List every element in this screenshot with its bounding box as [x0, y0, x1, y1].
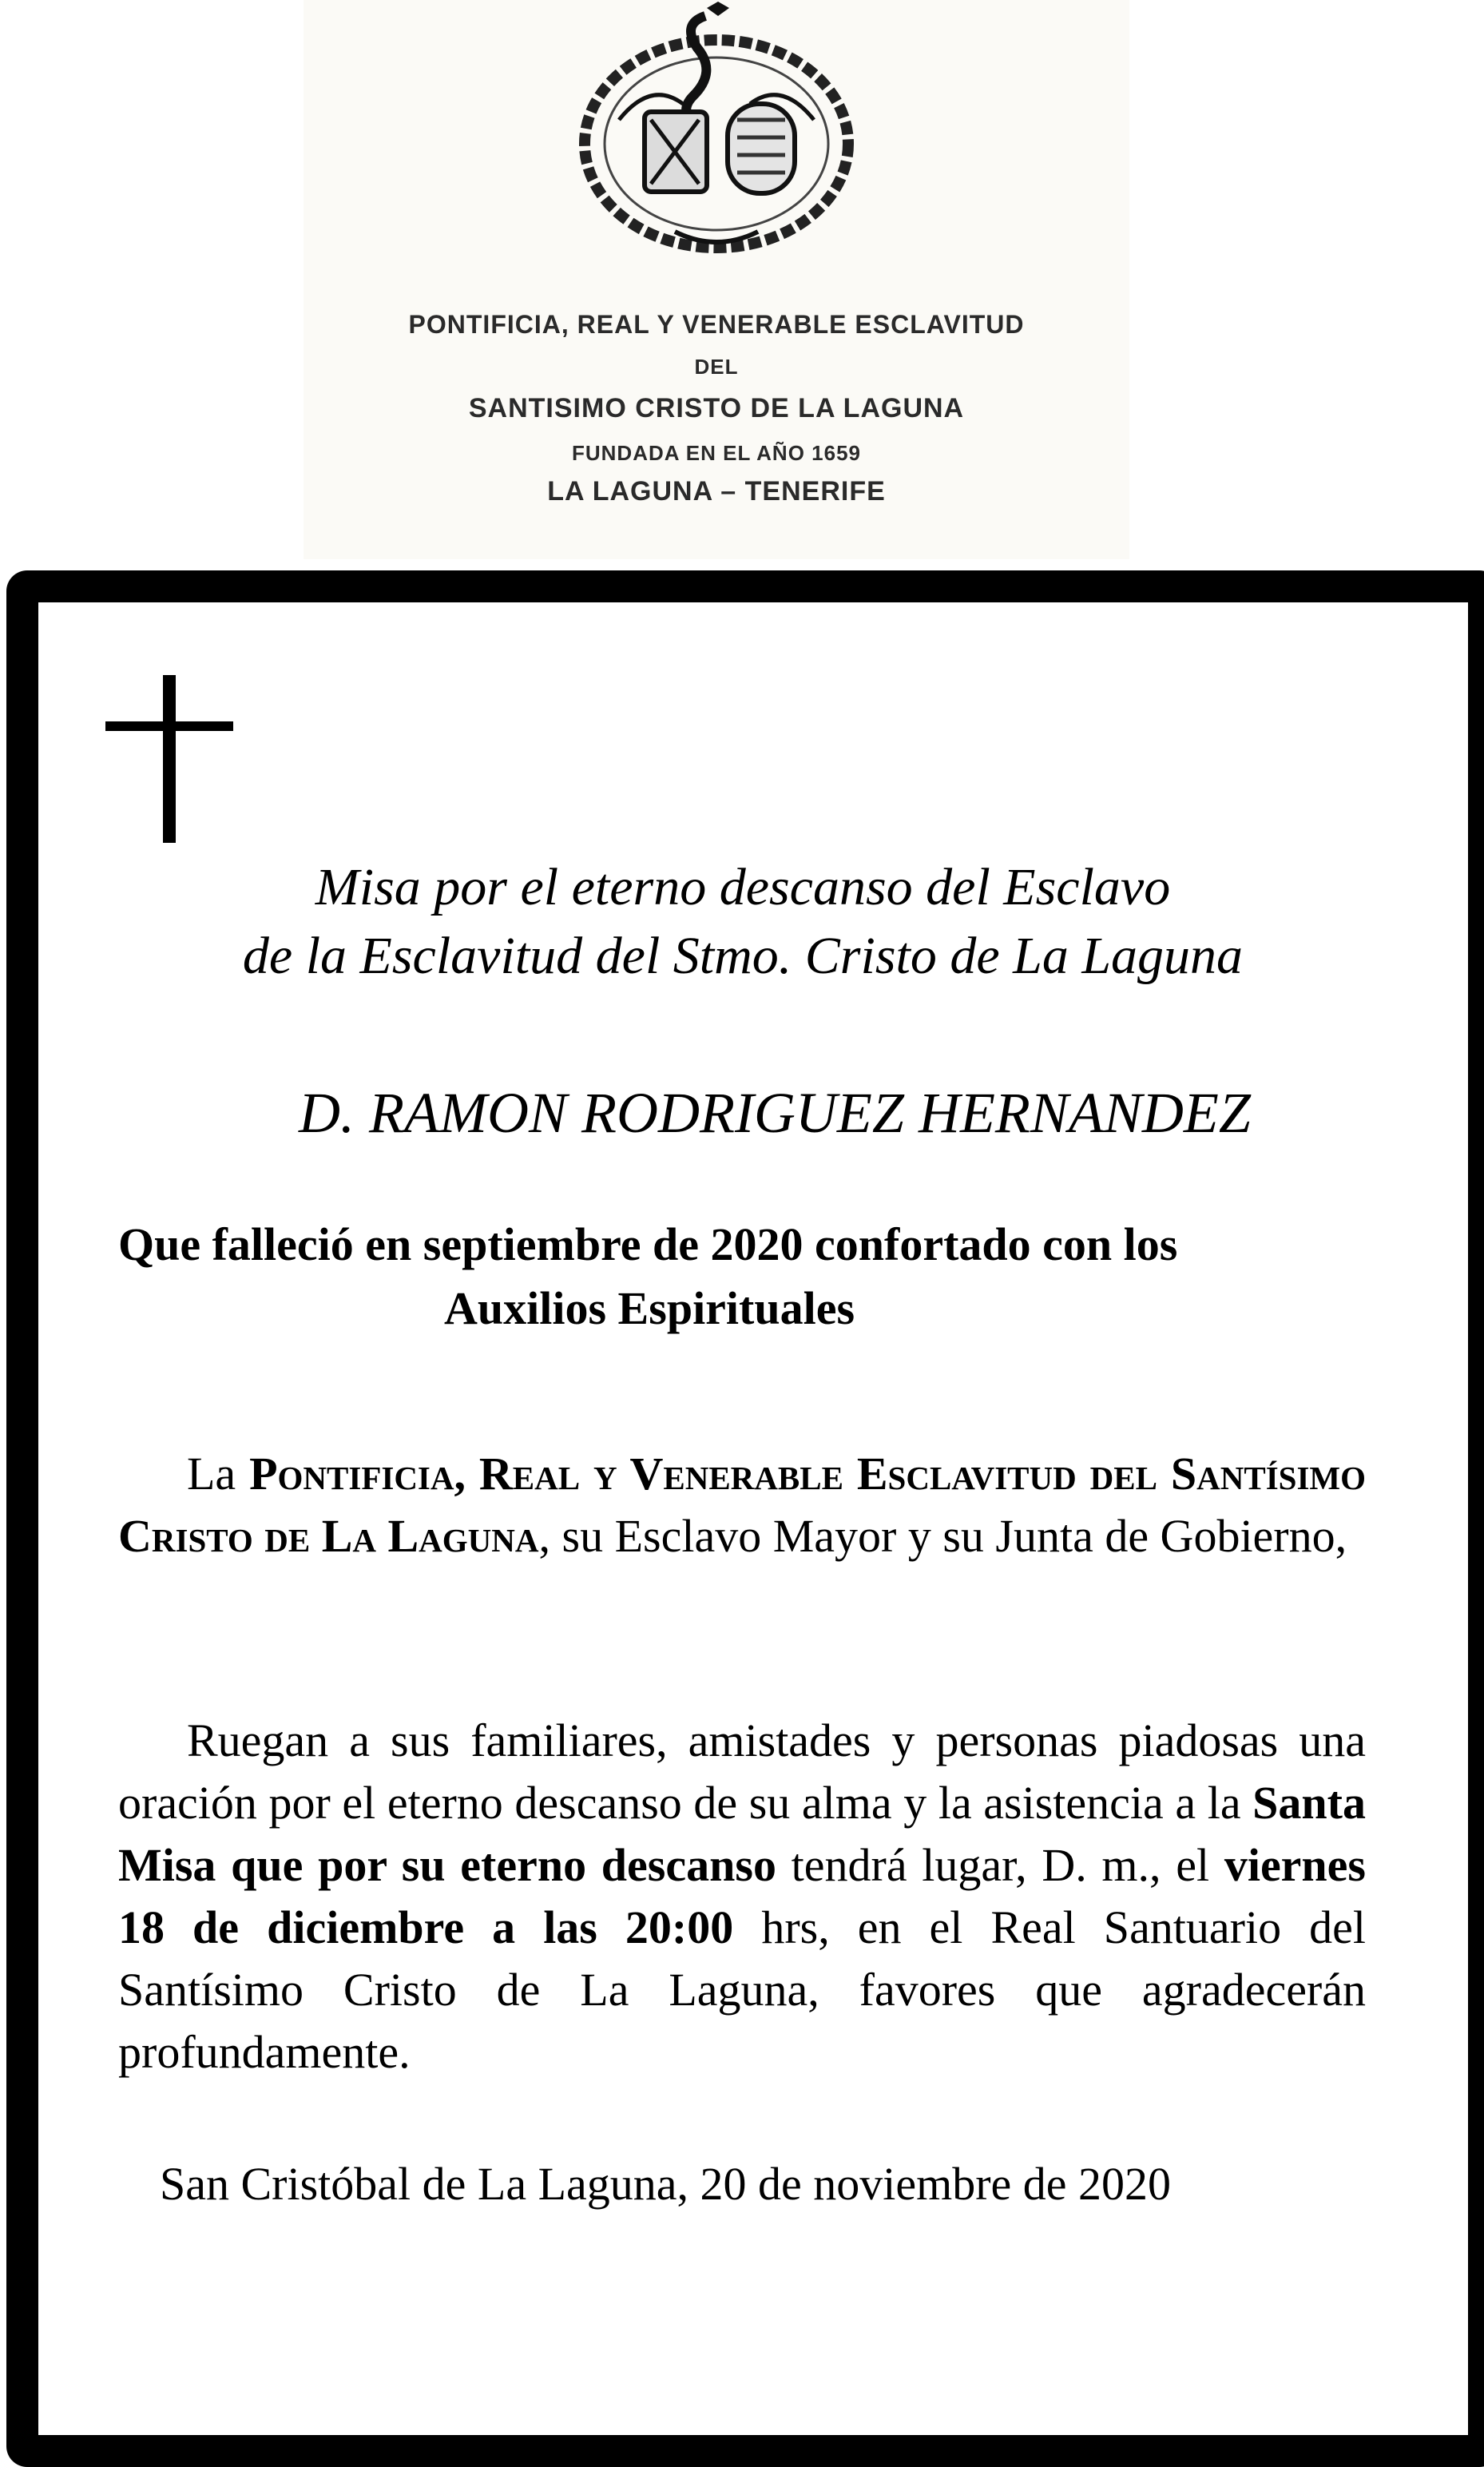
request-paragraph — [118, 1710, 1366, 2084]
request-text-3: hrs, en el Real Santuario del Santísimo Cristo de La Laguna, favores que agradecerán profundamente. — [118, 1901, 1367, 2078]
letterhead-line-2: DEL — [694, 355, 739, 379]
letterhead-line-1: PONTIFICIA, REAL Y VENERABLE ESCLAVITUD — [408, 310, 1025, 339]
death-statement-line-1: Que falleció en septiembre de 2020 confortado con los — [118, 1218, 1178, 1270]
mass-description: Santa Misa que por su eterno descanso — [118, 1777, 1366, 1891]
latin-cross-icon — [105, 675, 233, 843]
death-statement-line-2: Auxilios Espirituales — [444, 1282, 855, 1334]
announcers-intro: La — [187, 1448, 250, 1500]
place-and-date: San Cristóbal de La Laguna, 20 de noviembre de 2020 — [160, 2158, 1172, 2210]
request-text-2: tendrá lugar, D. m., el — [776, 1839, 1224, 1891]
notice-title-line-1: Misa por el eterno descanso del Esclavo — [315, 858, 1171, 916]
organization-name: Pontificia, Real y Venerable Esclavitud del Santísimo Cristo de La Laguna — [118, 1448, 1367, 1562]
request-text: Ruegan a sus familiares, amistades y personas piadosas una oración por el eterno descanso de su alma y la asistencia a la — [118, 1714, 1366, 1829]
letterhead-line-4: FUNDADA EN EL AÑO 1659 — [572, 441, 861, 465]
mass-date-time: viernes 18 de diciembre a las 20:00 — [118, 1839, 1366, 1953]
letterhead-line-3: SANTISIMO CRISTO DE LA LAGUNA — [468, 393, 965, 423]
letterhead-line-5: LA LAGUNA – TENERIFE — [547, 476, 886, 507]
death-statement — [118, 1213, 1364, 1341]
brotherhood-letterhead — [304, 0, 1129, 559]
deceased-name: D. RAMON RODRIGUEZ HERNANDEZ — [299, 1081, 1251, 1145]
brotherhood-crest-emblem — [571, 0, 862, 256]
notice-title-line-2: de la Esclavitud del Stmo. Cristo de La Laguna — [242, 927, 1244, 985]
announcers-rest: , su Esclavo Mayor y su Junta de Gobierno, — [538, 1510, 1347, 1562]
announcers-paragraph — [118, 1443, 1366, 1567]
